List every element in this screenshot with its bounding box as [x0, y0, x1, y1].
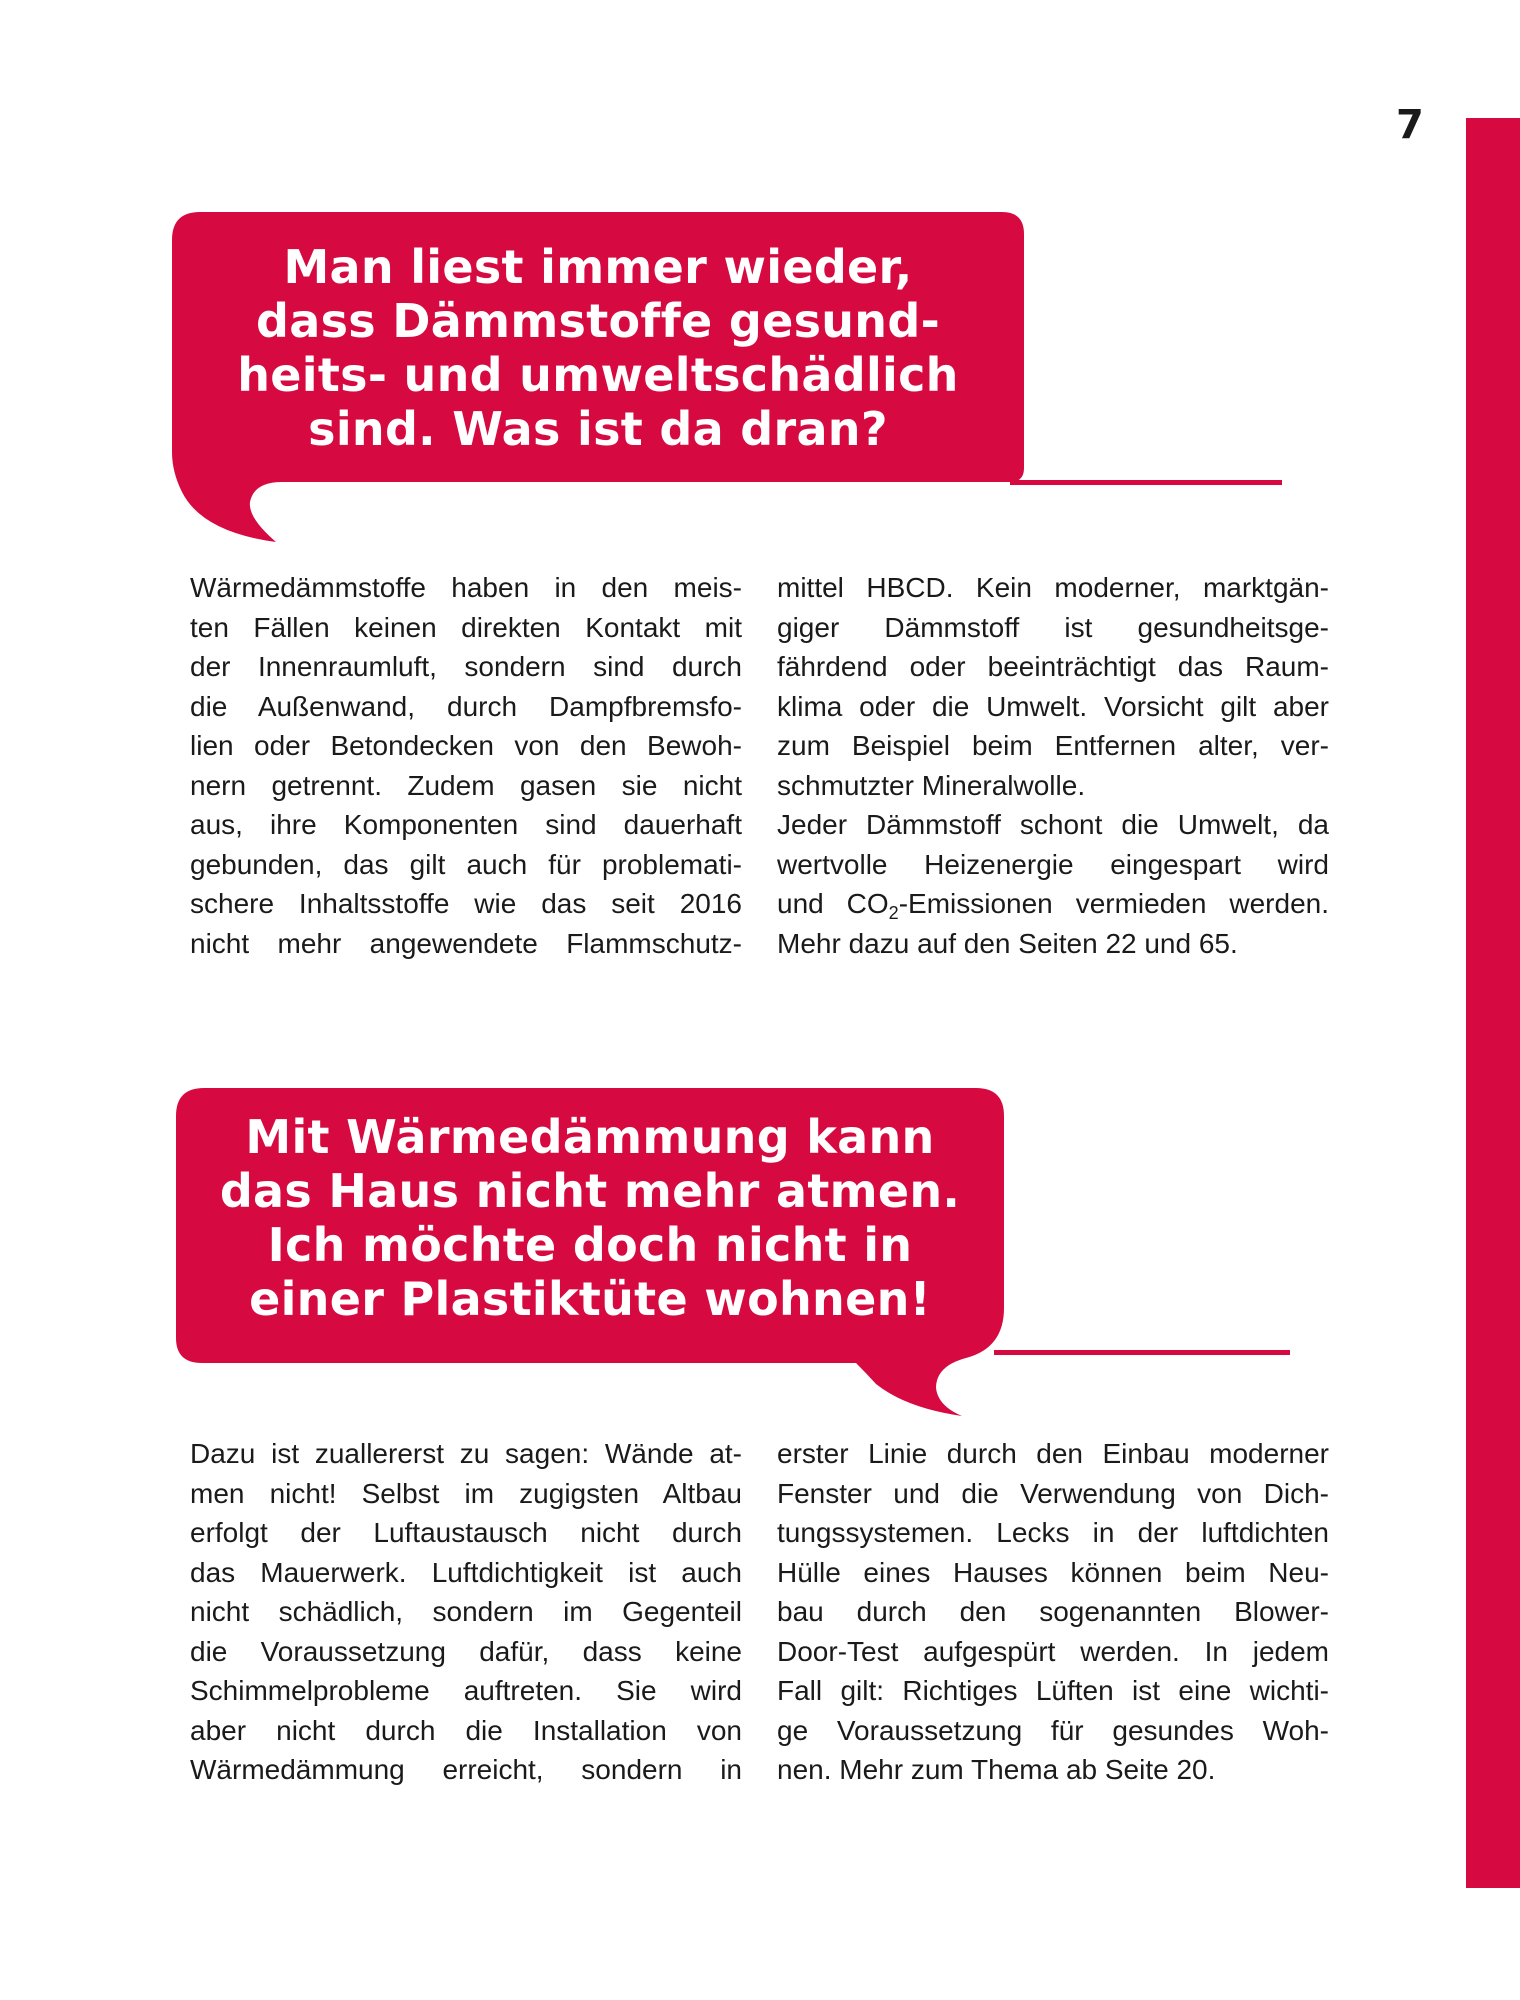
text-line: erfolgt der Luftaustausch nicht durch [190, 1517, 742, 1548]
question-2-line: das Haus nicht mehr atmen. [219, 1164, 961, 1218]
text-line: lien oder Betondecken von den Bewoh- [190, 730, 742, 761]
text-line: Schimmelprobleme auftreten. Sie wird [190, 1675, 742, 1706]
text-line: aber nicht durch die Installation von [190, 1714, 742, 1746]
text-line: Fenster und die Verwendung von Dich- [777, 1477, 1329, 1509]
text-line: ten Fällen keinen direkten Kontakt mit [190, 611, 742, 643]
text-line-co2: und $CO_2$-Emissionen vermieden werden. [777, 888, 1329, 923]
text-line: der Innenraumluft, sondern sind durch [190, 651, 742, 682]
text-line: mittel HBCD. Kein moderner, marktgän- [777, 572, 1329, 603]
question-bubble-2 [176, 1088, 1290, 1418]
answer-1-left-column [190, 568, 742, 963]
text-line: ge Voraussetzung für gesundes Woh- [777, 1714, 1329, 1746]
text-line: die Voraussetzung dafür, dass keine [190, 1635, 742, 1667]
text-line: Dazu ist zuallererst zu sagen: Wände at- [190, 1438, 742, 1469]
answer-1-right-column [777, 568, 1329, 963]
text-line: fährdend oder beeinträchtigt das Raum- [777, 651, 1329, 682]
text-line: nicht schädlich, sondern im Gegenteil [190, 1596, 742, 1627]
question-1-line: heits- und umweltschädlich [237, 348, 959, 402]
text-line: erster Linie durch den Einbau moderner [777, 1438, 1329, 1469]
text-line: aus, ihre Komponenten sind dauerhaft [190, 809, 742, 840]
side-accent-bar [1466, 118, 1520, 1888]
text-line: Mehr dazu auf den Seiten 22 und 65. [777, 927, 1238, 959]
text-line: nern getrennt. Zudem gasen sie nicht [190, 769, 742, 801]
text-line: nicht mehr angewendete Flammschutz- [190, 927, 742, 959]
question-2-line: Mit Wärmedämmung kann [245, 1110, 935, 1164]
text-line: bau durch den sogenannten Blower- [777, 1596, 1329, 1627]
question-1-line: Man liest immer wieder, [283, 240, 913, 294]
text-line: Wärmedämmstoffe haben in den meis- [190, 572, 742, 603]
text-line: das Mauerwerk. Luftdichtigkeit ist auch [190, 1556, 742, 1588]
question-2-line: Ich möchte doch nicht in [267, 1218, 913, 1272]
subscript-2: 2 [888, 903, 899, 923]
question-1-line: dass Dämmstoffe gesund- [256, 294, 940, 348]
text-line: Wärmedämmung erreicht, sondern in [190, 1754, 742, 1785]
question-bubble-1 [172, 212, 1282, 542]
text-line: Jeder Dämmstoff schont die Umwelt, da [777, 809, 1329, 840]
text-line: nen. Mehr zum Thema ab Seite 20. [777, 1754, 1216, 1785]
text-line: gebunden, das gilt auch für problemati- [190, 848, 742, 880]
text-line: Door-Test aufgespürt werden. In jedem [777, 1635, 1329, 1667]
text-line: Hülle eines Hauses können beim Neu- [777, 1556, 1329, 1588]
question-2-line: einer Plastiktüte wohnen! [249, 1272, 931, 1326]
page-number: 7 [1396, 102, 1424, 148]
text-line: giger Dämmstoff ist gesundheitsge- [777, 611, 1329, 643]
text-line: zum Beispiel beim Entfernen alter, ver- [777, 730, 1329, 761]
answer-2-left-column [190, 1434, 742, 1790]
text-line: men nicht! Selbst im zugigsten Altbau [190, 1477, 742, 1509]
question-1-line: sind. Was ist da dran? [308, 402, 888, 456]
text-line: klima oder die Umwelt. Vorsicht gilt aber [777, 690, 1329, 722]
text-line: tungssystemen. Lecks in der luftdichten [777, 1517, 1329, 1548]
text-line: wertvolle Heizenergie eingespart wird [777, 848, 1329, 880]
text-line: schere Inhaltsstoffe wie das seit 2016 [190, 888, 742, 919]
text-line: schmutzter Mineralwolle. [777, 769, 1086, 801]
answer-2-right-column [777, 1434, 1329, 1790]
text-line: Fall gilt: Richtiges Lüften ist eine wichti- [777, 1675, 1329, 1706]
text-line: die Außenwand, durch Dampfbremsfo- [190, 690, 742, 722]
